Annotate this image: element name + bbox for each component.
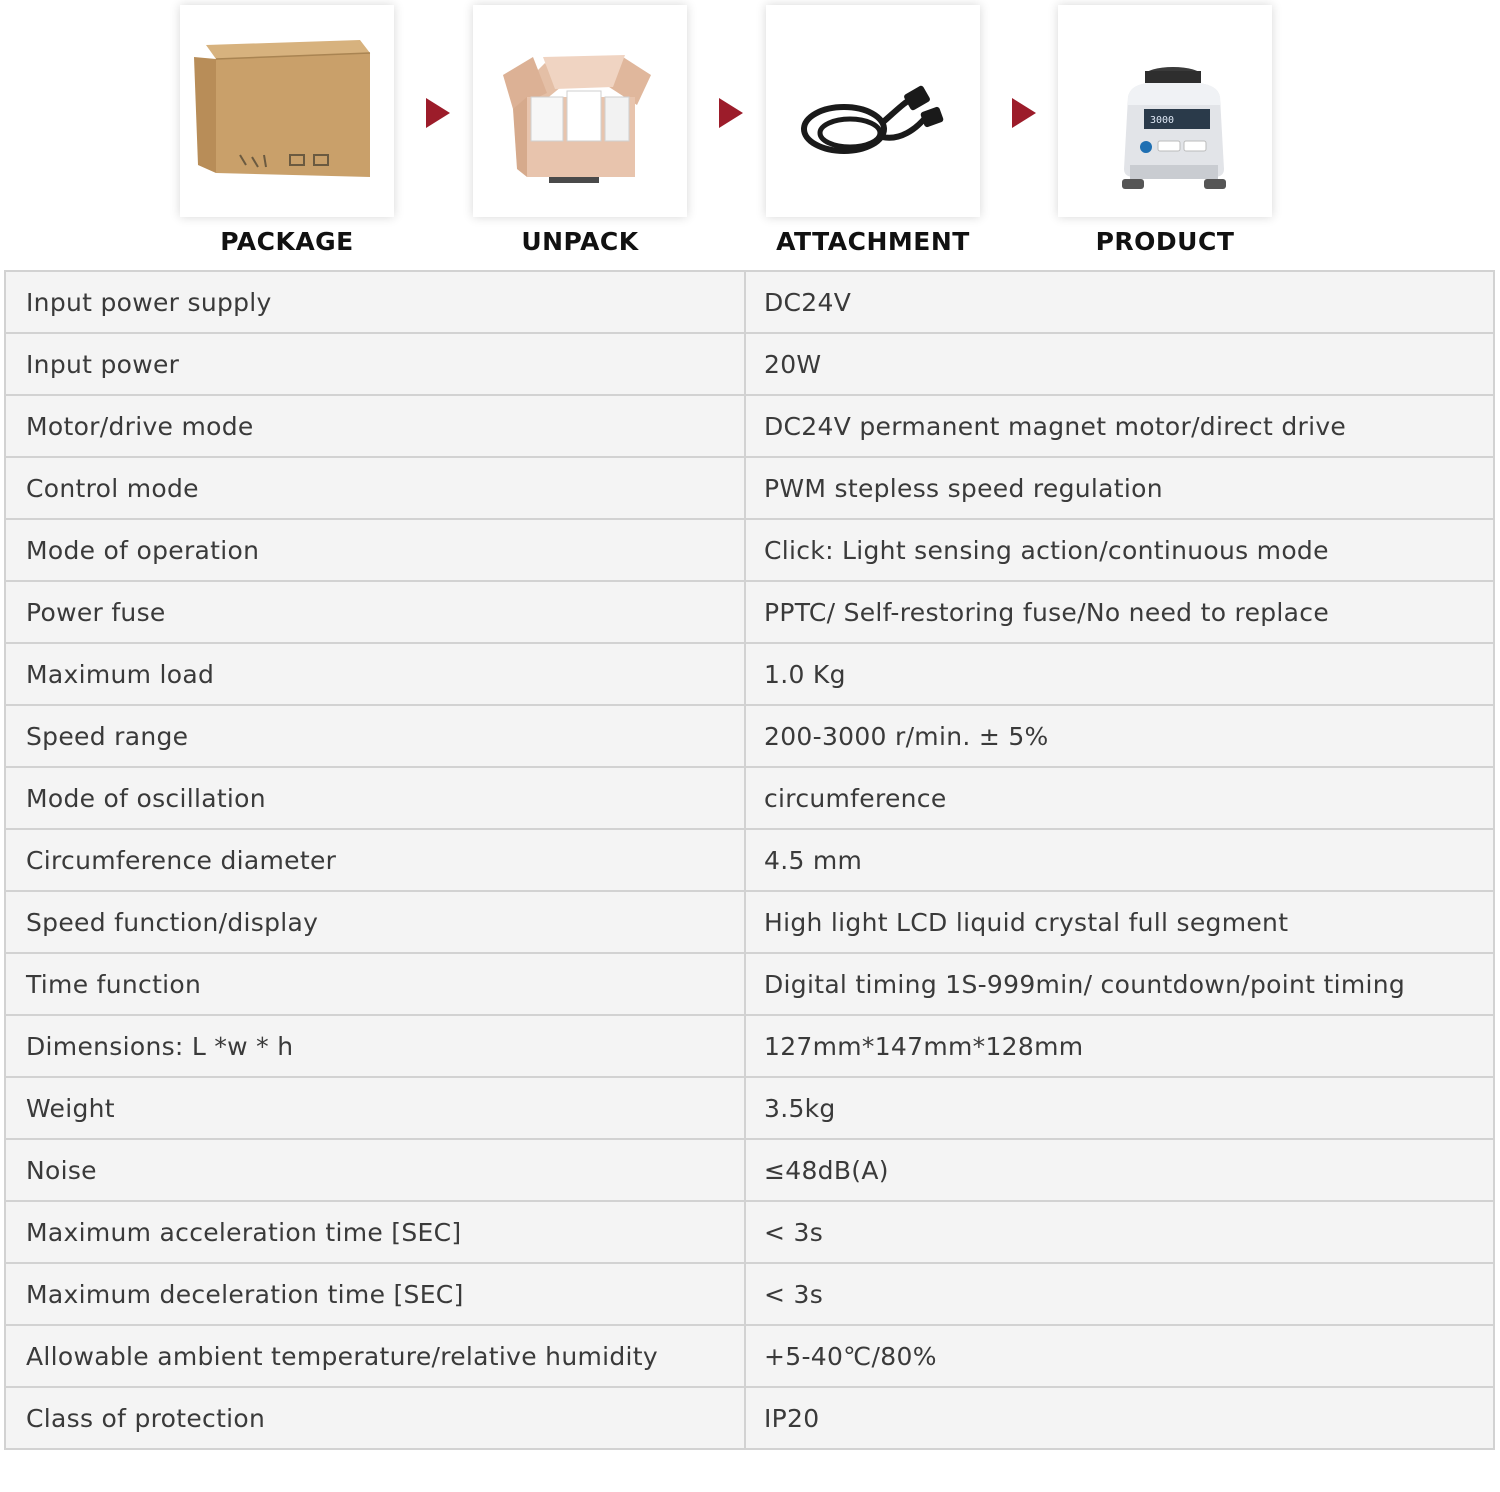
spec-label: Speed range [5,705,745,767]
spec-value: PPTC/ Self-restoring fuse/No need to replace [745,581,1494,643]
table-row [5,519,1494,581]
table-row [5,643,1494,705]
step-package [180,5,394,256]
step-label: ATTACHMENT [776,227,970,256]
spec-label: Weight [5,1077,745,1139]
svg-text:3000: 3000 [1150,115,1175,126]
table-row [5,581,1494,643]
spec-value: IP20 [745,1387,1494,1449]
spec-value: DC24V [745,271,1494,333]
step-attachment [766,5,980,256]
spec-label: Input power [5,333,745,395]
spec-label: Maximum acceleration time [SEC] [5,1201,745,1263]
spec-label: Allowable ambient temperature/relative humidity [5,1325,745,1387]
spec-label: Motor/drive mode [5,395,745,457]
table-row [5,333,1494,395]
spec-label: Dimensions: L *w * h [5,1015,745,1077]
spec-value: < 3s [745,1201,1494,1263]
step-label: PRODUCT [1095,227,1235,256]
table-row [5,1263,1494,1325]
open-box-icon [473,5,687,217]
spec-label: Maximum load [5,643,745,705]
step-unpack [473,5,687,256]
spec-value: DC24V permanent magnet motor/direct drive [745,395,1494,457]
spec-label: Class of protection [5,1387,745,1449]
spec-value: 127mm*147mm*128mm [745,1015,1494,1077]
step-product [1058,5,1272,256]
spec-label: Mode of operation [5,519,745,581]
spec-label: Speed function/display [5,891,745,953]
spec-value: Click: Light sensing action/continuous mode [745,519,1494,581]
spec-label: Noise [5,1139,745,1201]
arrow-right-icon [1012,98,1036,128]
spec-value: 1.0 Kg [745,643,1494,705]
package-box-icon [180,5,394,217]
table-row [5,767,1494,829]
spec-table [4,270,1495,1450]
spec-value: circumference [745,767,1494,829]
table-row [5,1387,1494,1449]
table-row [5,457,1494,519]
spec-label: Time function [5,953,745,1015]
spec-label: Maximum deceleration time [SEC] [5,1263,745,1325]
step-label: PACKAGE [220,227,354,256]
process-strip [0,0,1500,268]
spec-value: High light LCD liquid crystal full segment [745,891,1494,953]
spec-value: 20W [745,333,1494,395]
arrow-right-icon [426,98,450,128]
table-row [5,705,1494,767]
spec-value: PWM stepless speed regulation [745,457,1494,519]
arrow-right-icon [719,98,743,128]
vortex-mixer-icon [1058,5,1272,217]
spec-label: Control mode [5,457,745,519]
spec-label: Mode of oscillation [5,767,745,829]
spec-value: ≤48dB(A) [745,1139,1494,1201]
table-row [5,1201,1494,1263]
spec-value: 3.5kg [745,1077,1494,1139]
table-row [5,829,1494,891]
table-row [5,1139,1494,1201]
spec-value: 200-3000 r/min. ± 5% [745,705,1494,767]
table-row [5,891,1494,953]
spec-value: < 3s [745,1263,1494,1325]
spec-label: Power fuse [5,581,745,643]
spec-label: Input power supply [5,271,745,333]
step-label: UNPACK [521,227,639,256]
table-row [5,271,1494,333]
spec-value: Digital timing 1S-999min/ countdown/point timing [745,953,1494,1015]
spec-value: 4.5 mm [745,829,1494,891]
table-row [5,1325,1494,1387]
power-cord-icon [766,5,980,217]
table-row [5,1077,1494,1139]
spec-label: Circumference diameter [5,829,745,891]
spec-value: +5-40℃/80% [745,1325,1494,1387]
table-row [5,1015,1494,1077]
table-row [5,395,1494,457]
table-row [5,953,1494,1015]
